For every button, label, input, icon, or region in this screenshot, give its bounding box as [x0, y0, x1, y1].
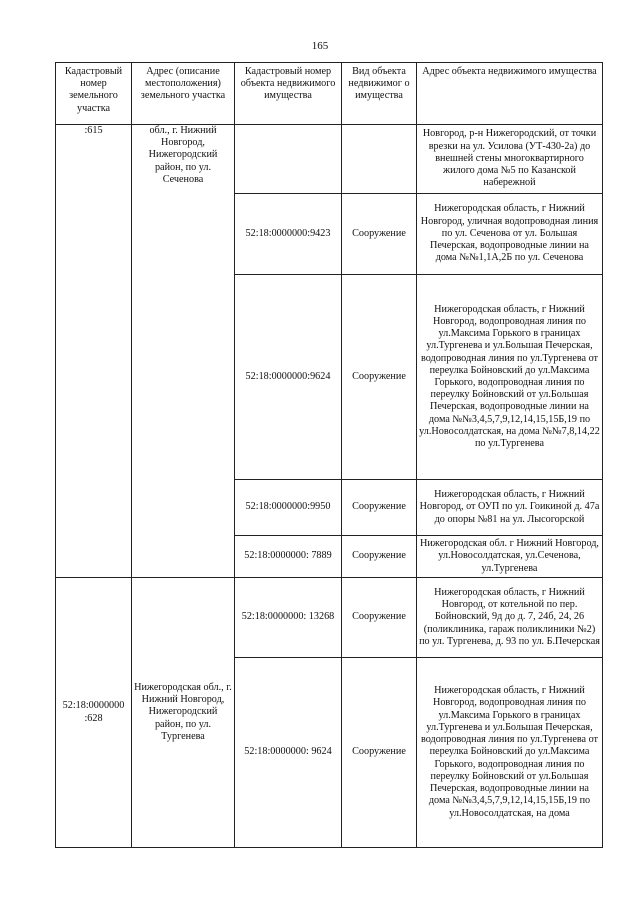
cadastral-land-cell: :615: [56, 125, 132, 578]
object-address-cell: Нижегородская обл. г Нижний Новгород, ул.Новосолдатская, ул.Сеченова, ул.Тургенева: [417, 536, 603, 578]
object-address-cell: Нижегородская область, г Нижний Новгород, уличная водопроводная линия по ул. Сеченова от ул. Большая Печерская, водопроводные линии на дома №№1,1А,2Б по ул. Сеченова: [417, 194, 603, 275]
object-address-cell: Нижегородская область, г Нижний Новгород, от котельной по пер. Бойновский, 9д до д. 7, 24б, 24, 26 (поликлиника, гараж поликлиники №2) по ул. Тургенева, д. 93 по ул. Б.Печерская: [417, 578, 603, 658]
object-address-cell: Новгород, р-н Нижегородский, от точки врезки на ул. Усилова (УТ-430-2а) до внешней стены многоквартирного жилого дома №5 по Казанской набережной: [417, 125, 603, 194]
cadastral-object-cell: 52:18:0000000:9950: [235, 480, 342, 536]
cadastral-object-cell: 52:18:0000000: 13268: [235, 578, 342, 658]
cadastral-object-cell: 52:18:0000000:9624: [235, 275, 342, 480]
header-land-address: Адрес (описание местоположения) земельного участка: [132, 63, 235, 125]
page-number: 165: [311, 40, 329, 52]
header-cadastral-land: Кадастровый номер земельного участка: [56, 63, 132, 125]
table-header-row: [56, 63, 603, 125]
header-object-address: Адрес объекта недвижимого имущества: [417, 63, 603, 125]
land-address-cell: обл., г. Нижний Новгород, Нижегородский район, по ул. Сеченова: [132, 125, 235, 578]
land-address-cell: Нижегородская обл., г. Нижний Новгород, Нижегородский район, по ул. Тургенева: [132, 578, 235, 848]
object-address-cell: Нижегородская область, г Нижний Новгород, от ОУП по ул. Гоикиной д. 47а до опоры №81 на ул. Лысогорской: [417, 480, 603, 536]
object-address-cell: Нижегородская область, г Нижний Новгород, водопроводная линия по ул.Максима Горького в границах ул.Тургенева и ул.Большая Печерская, водопроводная линия по ул.Тургенева от переулка Бойновский до ул.Максима Горького, водопроводная линия по переулку Бойновский от ул.Большая Печерская, водопроводные линии на дома №№3,4,5,7,9,12,14,15,15Б,19 по ул.Новосолдатская, на дома: [417, 658, 603, 848]
cadastral-object-cell: [235, 125, 342, 194]
object-type-cell: Сооружение: [342, 480, 417, 536]
object-type-cell: Сооружение: [342, 578, 417, 658]
object-type-cell: Сооружение: [342, 194, 417, 275]
table-row: [56, 125, 603, 194]
object-address-cell: Нижегородская область, г Нижний Новгород, водопроводная линия по ул.Максима Горького в границах ул.Тургенева и ул.Большая Печерская, водопроводная линия по ул.Тургенева от переулка Бойновский до ул.Максима Горького, водопроводная линия по переулку Бойновский от ул.Большая Печерская, водопроводные линии на дома №№3,4,5,7,9,12,14,15,15Б,19 по ул.Новосолдатская, на дома №№7,8,14,22 по ул.Тургенева: [417, 275, 603, 480]
object-type-cell: Сооружение: [342, 275, 417, 480]
cadastral-object-cell: 52:18:0000000:9423: [235, 194, 342, 275]
header-object-type: Вид объекта недвижимог о имущества: [342, 63, 417, 125]
objects-table: [55, 62, 603, 848]
table-row: [56, 578, 603, 658]
object-type-cell: Сооружение: [342, 536, 417, 578]
cadastral-land-cell: 52:18:0000000 :628: [56, 578, 132, 848]
cadastral-object-cell: 52:18:0000000: 7889: [235, 536, 342, 578]
cadastral-object-cell: 52:18:0000000: 9624: [235, 658, 342, 848]
object-type-cell: [342, 125, 417, 194]
object-type-cell: Сооружение: [342, 658, 417, 848]
header-cadastral-object: Кадастровый номер объекта недвижимого имущества: [235, 63, 342, 125]
